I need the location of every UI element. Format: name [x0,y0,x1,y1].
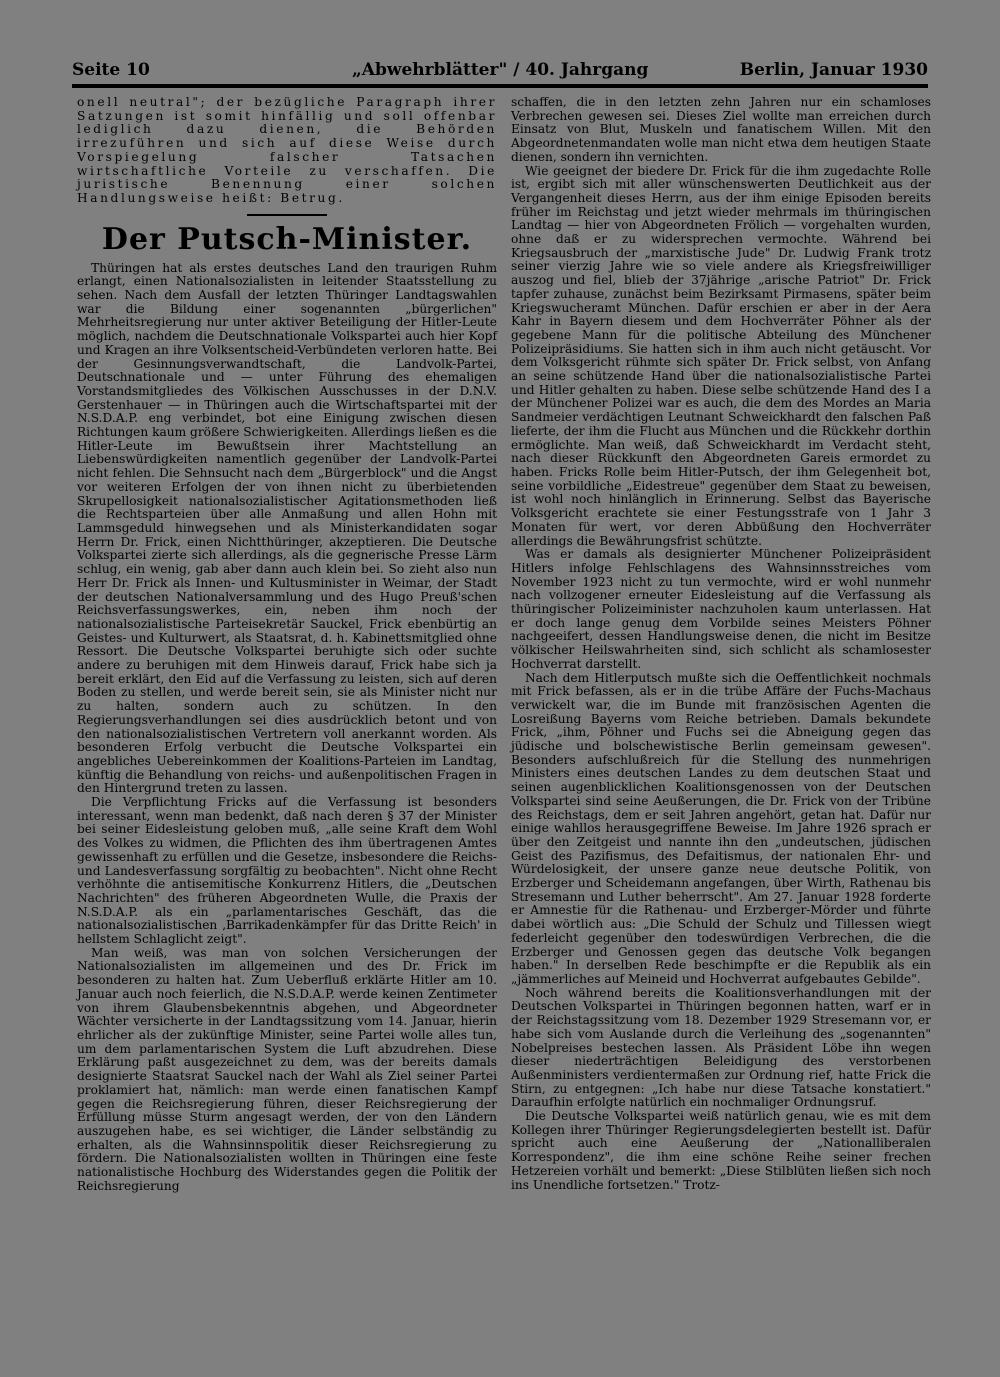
right-column [511,96,931,1192]
page-number: Seite 10 [72,60,150,80]
place-date: Berlin, Januar 1930 [739,60,928,80]
article-paragraph: Wie geeignet der biedere Dr. Frick für die ihm zugedachte Rolle ist, ergibt sich mit aller wünschenswerten Deutlichkeit aus der Vergangenheit dieses Herrn, aus der ihm einige Episoden bereits früher im Reichstag und jetzt wieder mehrmals im thüringischen Landtag — hier von Abgeordneten Frölich — vorgehalten wurden, ohne daß er zu widersprechen vermochte. Während bei Kriegsausbruch der „marxistische Jude" Dr. Ludwig Frank trotz seiner vierzig Jahre wie so viele andere als Kriegsfreiwilliger auszog und fiel, blieb der 37jährige „arische Patriot" Dr. Frick tapfer zuhause, zunächst beim Bezirksamt Pirmasens, später beim Kriegswucheramt München. Dafür erschien er aber in der Aera Kahr in Bayern diesem und dem Hochverräter Pöhner als der gegebene Mann für die politische Abteilung des Münchener Polizeipräsidiums. Sie hatten sich in ihm auch nicht getäuscht. Vor dem Volksgericht rühmte sich später Dr. Frick selbst, von Anfang an seine schützende Hand über die nationalsozialistische Partei und Hitler gehalten zu haben. Diese selbe schützende Hand des I a der Münchener Polizei war es auch, die dem des Mordes an Maria Sandmeier verdächtigen Leutnant Schweickhardt den falschen Paß lieferte, der ihm die Flucht aus München und die Rückkehr dorthin ermöglichte. Man weiß, daß Schweickhardt im Verdacht steht, nach dieser Rückkunft den Abgeordneten Gareis ermordet zu haben. Fricks Rolle beim Hitler-Putsch, der ihm Gelegenheit bot, seine vorbildliche „Eidestreue" gegenüber dem Staat zu beweisen, ist wohl noch hinlänglich in Erinnerung. Selbst das Bayerische Volksgericht erachtete sie einer Festungsstrafe von 1 Jahr 3 Monaten für wert, vor deren Abbüßung den Hochverräter allerdings die Bewährungsfrist schützte. [511,163,931,548]
article-paragraph: Thüringen hat als erstes deutsches Land den traurigen Ruhm erlangt, einen Nationalsozialisten in leitender Staatsstellung zu sehen. Nach dem Ausfall der letzten Thüringer Landtagswahlen war die Bildung einer sogenannten „bürgerlichen" Mehrheitsregierung nur unter aktiver Beteiligung der Hitler-Leute möglich, nachdem die Deutschnationale Volkspartei auch hier Kopf und Kragen an ihre Volksentscheid-Verbündeten verloren hatte. Bei der Gesinnungsverwandtschaft, die Landvolk-Partei, Deutschnationale und — unter Führung des ehemaligen Vorstandsmitgliedes des Völkischen Ausschusses in der D.N.V. Gerstenhauer — in Thüringen auch die Wirtschaftspartei mit der N.S.D.A.P. eng verbindet, bot eine Einigung zwischen diesen Richtungen kaum größere Schwierigkeiten. Allerdings ließen es die Hitler-Leute im Bewußtsein ihrer Machtstellung an Liebenswürdigkeiten namentlich gegenüber der Landvolk-Partei nicht fehlen. Die Sehnsucht nach dem „Bürgerblock" und die Angst vor weiteren Erfolgen der von ihnen nicht zu überbietenden Skrupellosigkeit nationalsozialistischer Agitationsmethoden ließ die Rechtsparteien über alle Anmaßung und allen Hohn mit Lammsgeduld hinwegsehen und als Ministerkandidaten sogar Herrn Dr. Frick, einen Nichtthüringer, akzeptieren. Die Deutsche Volkspartei zierte sich allerdings, als die gegnerische Presse Lärm schlug, ein wenig, gab aber dann auch klein bei. So zieht also nun Herr Dr. Frick als Innen- und Kultusminister in Weimar, der Stadt der deutschen Nationalversammlung und des Hugo Preuß'schen Reichsverfassungswerkes, ein, neben ihm noch der nationalsozialistische Parteisekretär Sauckel, Frick ebenbürtig an Geistes- und Kulturwert, als Staatsrat, d. h. Kabinettsmitglied ohne Ressort. Die Deutsche Volkspartei beruhigte sich oder suchte andere zu beruhigen mit dem Hinweis darauf, Frick habe sich ja bereit erklärt, den Eid auf die Verfassung zu leisten, sich auf deren Boden zu stellen, und werde bereit sein, sie als Minister nicht nur zu halten, sondern auch zu schützen. In den Regierungsverhandlungen sei dies ausdrücklich betont und von den nationalsozialistischen Vertretern voll anerkannt worden. Als besonderen Erfolg verbucht die Deutsche Volkspartei ein angebliches Uebereinkommen der Koalitions-Parteien im Landtag, künftig die Behandlung von reichs- und außenpolitischen Fragen in den Hintergrund treten zu lassen. [77,260,497,796]
article-paragraph: Die Verpflichtung Fricks auf die Verfassung ist besonders interessant, wenn man bedenkt, daß nach deren § 37 der Minister bei seiner Eidesleistung geloben muß, „alle seine Kraft dem Wohl des Volkes zu widmen, die Pflichten des ihm übertragenen Amtes gewissenhaft zu erfüllen und die Gesetze, insbesondere die Reichs- und Landesverfassung sorgfältig zu beobachten". Nicht ohne Recht verhöhnte die antisemitische Konkurrenz Hitlers, die „Deutschen Nachrichten" des früheren Abgeordneten Wulle, die Praxis der N.S.D.A.P. als ein „parlamentarisches Geschäft, das die nationalsozialistischen ‚Barrikadenkämpfer für das Dritte Reich' in hellstem Schlaglicht zeigt". [77,795,497,947]
article-paragraph: Noch während bereits die Koalitionsverhandlungen mit der Deutschen Volkspartei in Thüringen begonnen hatten, warf er in der Reichstagssitzung vom 18. Dezember 1929 Stresemann vor, er habe sich vom Auslande durch die Verleihung des „sogenannten" Nobelpreises bestechen lassen. Als Präsident Löbe ihn wegen dieser niederträchtigen Beleidigung des verstorbenen Außenministers verdientermaßen zur Ordnung rief, hatte Frick die Stirn, zu entgegnen: „Ich habe nur diese Tatsache konstatiert." Daraufhin erfolgte natürlich ein nochmaliger Ordnungsruf. [511,985,931,1110]
article-paragraph: Was er damals als designierter Münchener Polizeipräsident Hitlers infolge Fehlschlagens des Wahnsinnsstreiches vom November 1923 nicht zu tun vermochte, wird er wohl nunmehr nach vollzogener erneuter Eidesleistung auf die Verfassung als thüringischer Polizeiminister nachzuholen kaum unterlassen. Hat er doch lange genug dem Vorbilde seines Meisters Pöhner nachgeeifert, dessen Handlungsweise denen, die nicht im Besitze völkischer Heilswahrheiten sind, sich schlicht als schamlosester Hochverrat darstellt. [511,547,931,671]
page-header [72,60,928,86]
intro-paragraph: onell neutral"; der bezügliche Paragraph ihrer Satzungen ist somit hinfällig und soll offenbar lediglich dazu dienen, die Behörden irrezuführen und sich auf diese Weise durch Vorspiegelung falscher Tatsachen wirtschaftliche Vorteile zu verschaffen. Die juristische Benennung einer solchen Handlungsweise heißt: Betrug. [77,95,497,205]
article-headline: Der Putsch-Minister. [101,221,473,257]
article-paragraph: Nach dem Hitlerputsch mußte sich die Oeffentlichkeit nochmals mit Frick befassen, als er in die trübe Affäre der Fuchs-Machaus verwickelt war, die im Bunde mit französischen Agenten die Losreißung Bayerns vom Reiche betrieben. Damals bekundete Frick, „ihm, Pöhner und Fuchs sei die Abneigung gegen das jüdische und bolschewistische Berlin gemeinsam gewesen". Besonders aufschlußreich für die Stellung des nunmehrigen Ministers eines deutschen Landes zu dem deutschen Staat und seinen augenblicklichen Koalitionsgenossen von der Deutschen Volkspartei sind seine Aeußerungen, die Dr. Frick von der Tribüne des Reichstags, dem er seit Jahren angehört, getan hat. Dafür nur einige wahllos herausgegriffene Beweise. Im Jahre 1926 sprach er über den Zeitgeist und nannte ihn den „undeutschen, jüdischen Geist des Pazifismus, des Defaitismus, der nationalen Ehr- und Würdelosigkeit, der unsere ganze neue deutsche Politik, von Erzberger und Scheidemann angefangen, über Wirth, Rathenau bis Stresemann und Luther beherrscht". Am 27. Januar 1928 forderte er Amnestie für die Rathenau- und Erzberger-Mörder und führte dabei wörtlich aus: „Die Schuld der Schulz und Tillessen wiegt federleicht gegenüber den todeswürdigen Verbrechen, die die Erzberger und Genossen gegen das deutsche Volk begangen haben." In derselben Rede beschimpfte er die Republik als ein „jämmerliches auf Meineid und Hochverrat aufgebautes Gebilde". [511,670,931,986]
article-paragraph: Man weiß, was man von solchen Versicherungen der Nationalsozialisten im allgemeinen und des Dr. Frick im besonderen zu halten hat. Zum Ueberfluß erklärte Hitler am 10. Januar auch noch feierlich, die N.S.D.A.P. werde keinen Zentimeter von ihrem Glaubensbekenntnis abgehen, und Abgeordneter Wächter versicherte in der Landtagssitzung vom 14. Januar, hierin ehrlicher als der zukünftige Minister, seine Partei wolle alles tun, um dem parlamentarischen System die Luft abzudrehen. Diese Erklärung paßt ausgezeichnet zu dem, was der bereits damals designierte Staatsrat Sauckel nach der Wahl als Ziel seiner Partei proklamiert hat, nämlich: man werde einen fanatischen Kampf gegen die Reichsregierung führen, dieser Reichsregierung der Erfüllung müsse Sturm angesagt werden, der von den Ländern auszugehen habe, es sei wichtiger, die Länder selbständig zu erhalten, als die Wahnsinnspolitik dieser Reichsregierung zu fördern. Die Nationalsozialisten wollten in Thüringen eine feste nationalistische Hochburg des Widerstandes gegen die Politik der Reichsregierung [77,945,497,1193]
left-column [77,96,497,1193]
header-rule [72,84,928,88]
article-paragraph: schaffen, die in den letzten zehn Jahren nur ein schamloses Verbrechen gewesen sei. Dieses Ziel wollte man erreichen durch Einsatz von Blut, Muskeln und fanatischem Willen. Mit den Abgeordnetenmandaten wolle man nicht etwa dem heutigen Staate dienen, sondern ihn vernichten. [511,95,931,164]
article-paragraph: Die Deutsche Volkspartei weiß natürlich genau, wie es mit dem Kollegen ihrer Thüringer Regierungsdelegierten bestellt ist. Dafür spricht auch eine Aeußerung der „Nationalliberalen Korrespondenz", die ihm eine schöne Reihe seiner frechen Hetzereien vorhält und bemerkt: „Diese Stilblüten ließen sich noch ins Unendliche fortsetzen." Trotz- [511,1109,931,1192]
publication-title: „Abwehrblätter" / 40. Jahrgang [352,60,649,80]
section-divider [247,214,327,216]
